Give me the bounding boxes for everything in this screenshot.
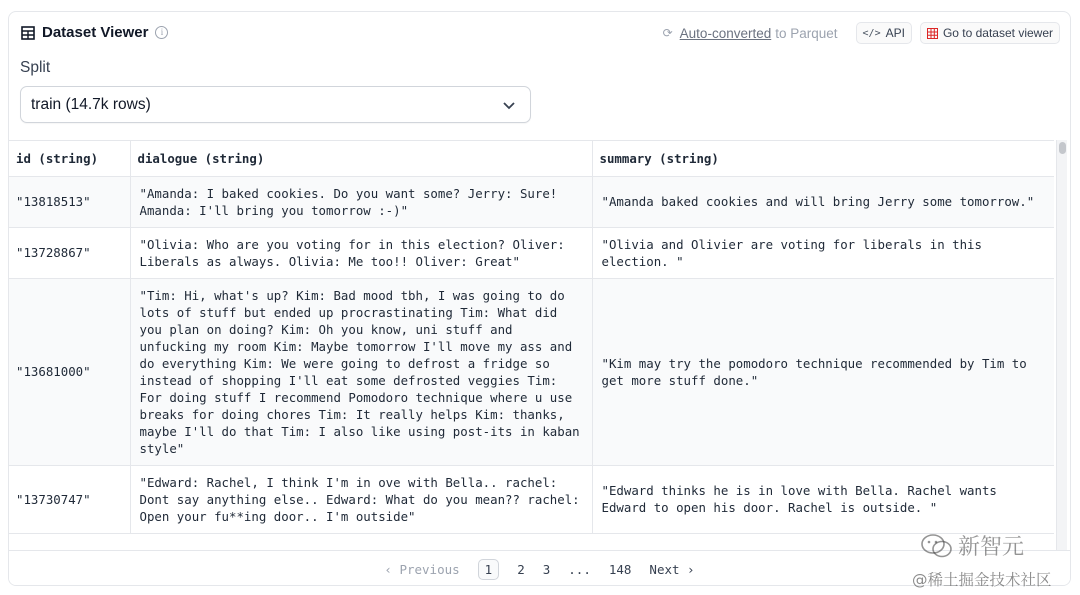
column-header-summary[interactable]: summary (string) bbox=[592, 141, 1054, 176]
go-to-viewer-button[interactable] bbox=[920, 22, 1060, 44]
auto-converted-link[interactable]: Auto-converted bbox=[679, 25, 772, 41]
watermark-site: @稀土掘金技术社区 bbox=[912, 571, 1052, 589]
column-header-dialogue[interactable]: dialogue (string) bbox=[130, 141, 592, 176]
code-icon: </> bbox=[862, 27, 881, 39]
cell-id: "13728867" bbox=[9, 227, 130, 278]
split-label: Split bbox=[20, 59, 51, 76]
pagination bbox=[9, 550, 1070, 586]
parquet-status bbox=[663, 26, 838, 41]
table-icon bbox=[21, 26, 35, 40]
cell-id: "13730747" bbox=[9, 465, 130, 533]
header-actions bbox=[663, 22, 1060, 44]
viewer-header bbox=[9, 12, 1070, 56]
split-selected-value: train (14.7k rows) bbox=[31, 96, 151, 113]
cell-dialogue: "Amanda: I baked cookies. Do you want some? Jerry: Sure! Amanda: I'll bring you tomorrow :-)" bbox=[130, 176, 592, 227]
page-ellipsis: ... bbox=[568, 561, 591, 577]
table-row[interactable] bbox=[9, 278, 1054, 465]
table-row[interactable] bbox=[9, 176, 1054, 227]
cell-dialogue: "Edward: Rachel, I think I'm in ove with Bella.. rachel: Dont say anything else.. Edward: What do you mean?? rachel: Open your fu**ing door.. I'm outside" bbox=[130, 465, 592, 533]
parquet-label: to Parquet bbox=[775, 25, 838, 41]
page-title: Dataset Viewer bbox=[42, 24, 149, 41]
cell-id: "13681000" bbox=[9, 278, 130, 465]
cell-dialogue: "Olivia: Who are you voting for in this election? Oliver: Liberals as always. Olivia: Me too!! Oliver: Great" bbox=[130, 227, 592, 278]
api-button[interactable] bbox=[856, 22, 912, 44]
data-table-container[interactable] bbox=[9, 140, 1054, 550]
api-label: API bbox=[885, 26, 905, 40]
watermark-brand bbox=[920, 530, 1024, 561]
page-button-2[interactable]: 2 bbox=[517, 561, 525, 577]
data-table bbox=[9, 141, 1054, 534]
table-row[interactable] bbox=[9, 227, 1054, 278]
watermark-brand-text: 新智元 bbox=[958, 535, 1025, 560]
split-select[interactable] bbox=[20, 86, 531, 123]
chevron-down-icon bbox=[502, 98, 516, 112]
grid-icon bbox=[927, 28, 938, 39]
column-header-id[interactable]: id (string) bbox=[9, 141, 130, 176]
info-icon[interactable]: i bbox=[155, 26, 168, 39]
page-button-3[interactable]: 3 bbox=[542, 561, 551, 577]
page-button-1[interactable]: 1 bbox=[478, 559, 500, 580]
refresh-icon: ⟳ bbox=[662, 26, 673, 40]
table-scrollbar[interactable] bbox=[1056, 140, 1067, 550]
title-group bbox=[21, 24, 168, 41]
table-header-row bbox=[9, 141, 1054, 176]
wechat-icon bbox=[920, 533, 954, 559]
scrollbar-thumb[interactable] bbox=[1059, 142, 1066, 154]
cell-summary: "Kim may try the pomodoro technique recommended by Tim to get more stuff done." bbox=[592, 278, 1054, 465]
dataset-viewer-card bbox=[8, 11, 1071, 586]
cell-dialogue: "Tim: Hi, what's up? Kim: Bad mood tbh, I was going to do lots of stuff but ended up procrastinating Tim: What did you plan on doing? Kim: Oh you know, uni stuff and unfucking my room Kim: Maybe tomorrow I'll move my ass and do everything Kim: We were going to defrost a fridge so instead of shopping I'll eat some defrosted veggies Tim: For doing stuff I recommend Pomodoro technique where u use breaks for doing chores Tim: It really helps Kim: thanks, maybe I'll do that Tim: I also like using post-its in kaban style" bbox=[130, 278, 592, 465]
cell-summary: "Olivia and Olivier are voting for liberals in this election. " bbox=[592, 227, 1054, 278]
cell-summary: "Amanda baked cookies and will bring Jerry some tomorrow." bbox=[592, 176, 1054, 227]
previous-page-button[interactable]: ‹ Previous bbox=[384, 561, 460, 577]
table-row[interactable] bbox=[9, 465, 1054, 533]
next-page-button[interactable]: Next › bbox=[649, 561, 695, 577]
cell-summary: "Edward thinks he is in love with Bella. Rachel wants Edward to open his door. Rachel is outside. " bbox=[592, 465, 1054, 533]
page-button-148[interactable]: 148 bbox=[608, 561, 632, 577]
cell-id: "13818513" bbox=[9, 176, 130, 227]
viewer-label: Go to dataset viewer bbox=[942, 26, 1053, 40]
